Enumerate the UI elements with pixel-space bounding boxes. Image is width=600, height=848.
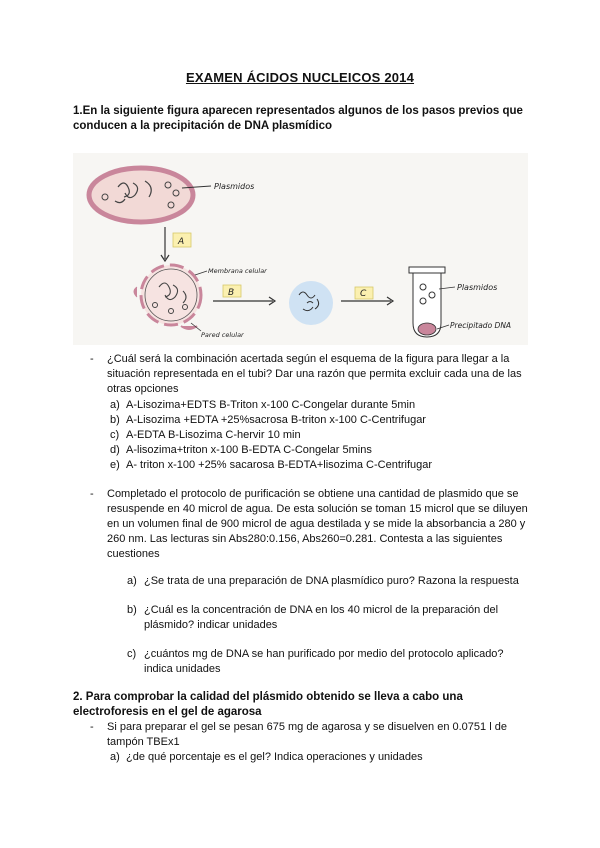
label-plasmidos: Plasmidos — [214, 182, 255, 191]
spheroplast-cell — [141, 265, 201, 325]
step-a-label: A — [178, 237, 185, 247]
question-1-item-1 — [90, 352, 530, 473]
cell-lysate — [289, 281, 333, 325]
step-b-label: B — [228, 288, 235, 298]
wall-fragment — [181, 326, 197, 329]
item-2-text: Completado el protocolo de purificación se obtiene una cantidad de plasmido que se resuspende en 40 microl de agua. De esta solución se toman 15 microl que se diluyen en un volumen final de 900 microl de agua destilada y se mide la absorbancia a 280 y 260 nm. Las lecturas sin Abs280:0.156, Abs260=0.281. Contesta a las siguientes cuestiones — [107, 488, 528, 560]
list-dash: - — [90, 353, 94, 365]
question-1-item-2 — [90, 487, 530, 562]
list-dash: - — [90, 488, 94, 500]
wall-fragment — [134, 287, 137, 297]
question-2-heading: 2. Para comprobar la calidad del plásmido obtenido se lleva a cabo una electroforesis en el gel de agarosa — [73, 691, 463, 718]
label-plasmidos-tube: Plasmidos — [457, 283, 498, 292]
bacterial-cell-intact — [89, 168, 193, 222]
item-1-text: ¿Cuál será la combinación acertada según el esquema de la figura para llegar a la situación representada en el tubi? Dar una razón que permita excluir cada una de las otras opciones — [107, 353, 522, 395]
sub-question-a: a) ¿Se trata de una preparación de DNA plasmídico puro? Razona la respuesta — [127, 575, 519, 587]
list-dash: - — [90, 721, 94, 733]
option-c: c) A-EDTA B-Lisozima C-hervir 10 min — [110, 429, 301, 441]
q2-sub-a: a) ¿de qué porcentaje es el gel? Indica operaciones y unidades — [110, 751, 423, 763]
protocol-figure — [73, 153, 528, 345]
sub-question-b: b) ¿Cuál es la concentración de DNA en los 40 microl de la preparación del plásmido? indicar unidades — [127, 604, 499, 631]
page-title: EXAMEN ÁCIDOS NUCLEICOS 2014 — [185, 70, 415, 85]
label-membrana: Membrana celular — [208, 267, 267, 275]
option-a: a) A-Lisozima+EDTS B-Triton x-100 C-Congelar durante 5min — [110, 399, 416, 411]
question-2-item-1 — [90, 720, 530, 765]
option-e: e) A- triton x-100 +25% sacarosa B-EDTA+lisozima C-Centrifugar — [110, 459, 433, 471]
question-1-heading: 1.En la siguiente figura aparecen representados algunos de los pasos previos que conducen a la precipitación de DNA plasmídico — [73, 105, 523, 132]
label-precipitado: Precipitado DNA — [450, 321, 512, 330]
sub-question-c: c) ¿cuántos mg de DNA se han purificado por medio del protocolo aplicado? indica unidades — [127, 648, 504, 675]
dna-pellet — [418, 323, 436, 335]
protocol-diagram — [73, 153, 528, 345]
option-b: b) A-Lisozima +EDTA +25%sacrosa B-triton x-100 C-Centrifugar — [110, 414, 426, 426]
step-c-label: C — [360, 289, 367, 299]
option-d: d) A-lisozima+triton x-100 B-EDTA C-Congelar 5mins — [110, 444, 372, 456]
option-list — [90, 398, 530, 473]
q2-item-1-text: Si para preparar el gel se pesan 675 mg de agarosa y se disuelven en 0.0751 l de tampón TBEx1 — [107, 721, 507, 748]
label-pared: Pared celular — [201, 331, 244, 339]
label-pointer — [195, 271, 207, 275]
tube-cap — [409, 267, 445, 273]
